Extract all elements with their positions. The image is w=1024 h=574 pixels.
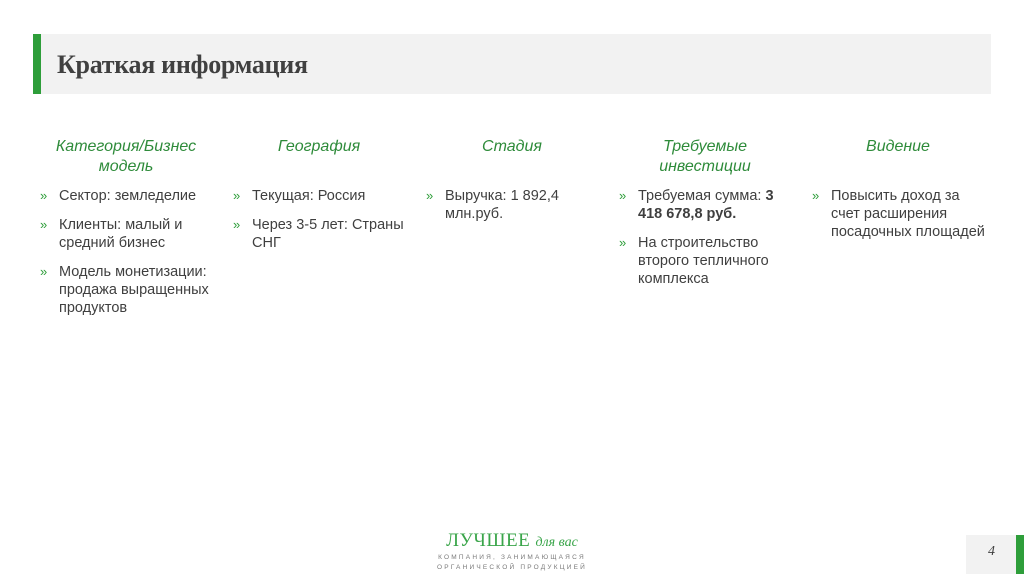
list-item-text: Сектор: земледелие: [59, 188, 197, 204]
column-heading: География: [277, 138, 361, 155]
list-item-text: Требуемая сумма:: [638, 188, 766, 204]
logo-wordmark: [420, 531, 604, 553]
column-geography: [230, 137, 408, 263]
list-item-text: Модель монетизации: продажа выращенных продуктов: [59, 264, 209, 316]
page-number: 4: [988, 544, 995, 559]
logo-main-text: ЛУЧШЕЕ: [446, 530, 531, 551]
list-item: [37, 263, 215, 317]
list-item-text: Повысить доход за счет расширения посадочных площадей: [831, 188, 985, 240]
double-chevron-icon: »: [812, 188, 820, 203]
double-chevron-icon: »: [40, 188, 48, 203]
title-accent-bar: [33, 34, 41, 94]
list-item-text: Выручка: 1 892,4 млн.руб.: [445, 188, 559, 222]
column-heading: Видение: [866, 138, 930, 155]
double-chevron-icon: »: [233, 217, 241, 232]
investment-amount: 3 418 678,8 руб.: [638, 188, 774, 222]
list-item: [616, 187, 794, 223]
column-heading: Требуемые инвестиции: [659, 138, 751, 175]
column-vision: [809, 137, 987, 252]
list-item: [616, 234, 794, 288]
list-item-text: Текущая: Россия: [252, 188, 366, 204]
double-chevron-icon: »: [619, 235, 627, 250]
double-chevron-icon: »: [40, 264, 48, 279]
list-item-text: Клиенты: малый и средний бизнес: [59, 217, 183, 251]
logo-tagline-line-2: ОРГАНИЧЕСКОЙ ПРОДУКЦИЕЙ: [436, 564, 588, 571]
list-item-text: На строительство второго тепличного комплекса: [638, 235, 769, 287]
list-item: [423, 187, 601, 223]
column-investment: [616, 137, 794, 299]
page-title: Краткая информация: [57, 50, 308, 79]
column-stage: [423, 137, 601, 234]
column-business-model: [37, 137, 215, 328]
company-logo: [420, 531, 604, 573]
bullet-list: [616, 187, 794, 288]
list-item-text: Через 3-5 лет: Страны СНГ: [252, 217, 404, 251]
list-item: [230, 187, 408, 205]
list-item: [230, 216, 408, 252]
title-bar: [33, 34, 991, 94]
logo-tagline-line-1: КОМПАНИЯ, ЗАНИМАЮЩАЯСЯ: [438, 554, 586, 561]
column-heading: Стадия: [482, 138, 542, 155]
double-chevron-icon: »: [426, 188, 434, 203]
double-chevron-icon: »: [40, 217, 48, 232]
list-item: [37, 216, 215, 252]
page-accent-bar: [1016, 535, 1024, 574]
page-number-box: [966, 535, 1016, 574]
column-heading: Категория/Бизнес модель: [55, 138, 197, 175]
bullet-list: [37, 187, 215, 317]
double-chevron-icon: »: [619, 188, 627, 203]
bullet-list: [230, 187, 408, 252]
logo-script-text: для вас: [535, 535, 578, 550]
bullet-list: [809, 187, 987, 241]
bullet-list: [423, 187, 601, 223]
double-chevron-icon: »: [233, 188, 241, 203]
list-item: [37, 187, 215, 205]
list-item: [809, 187, 987, 241]
